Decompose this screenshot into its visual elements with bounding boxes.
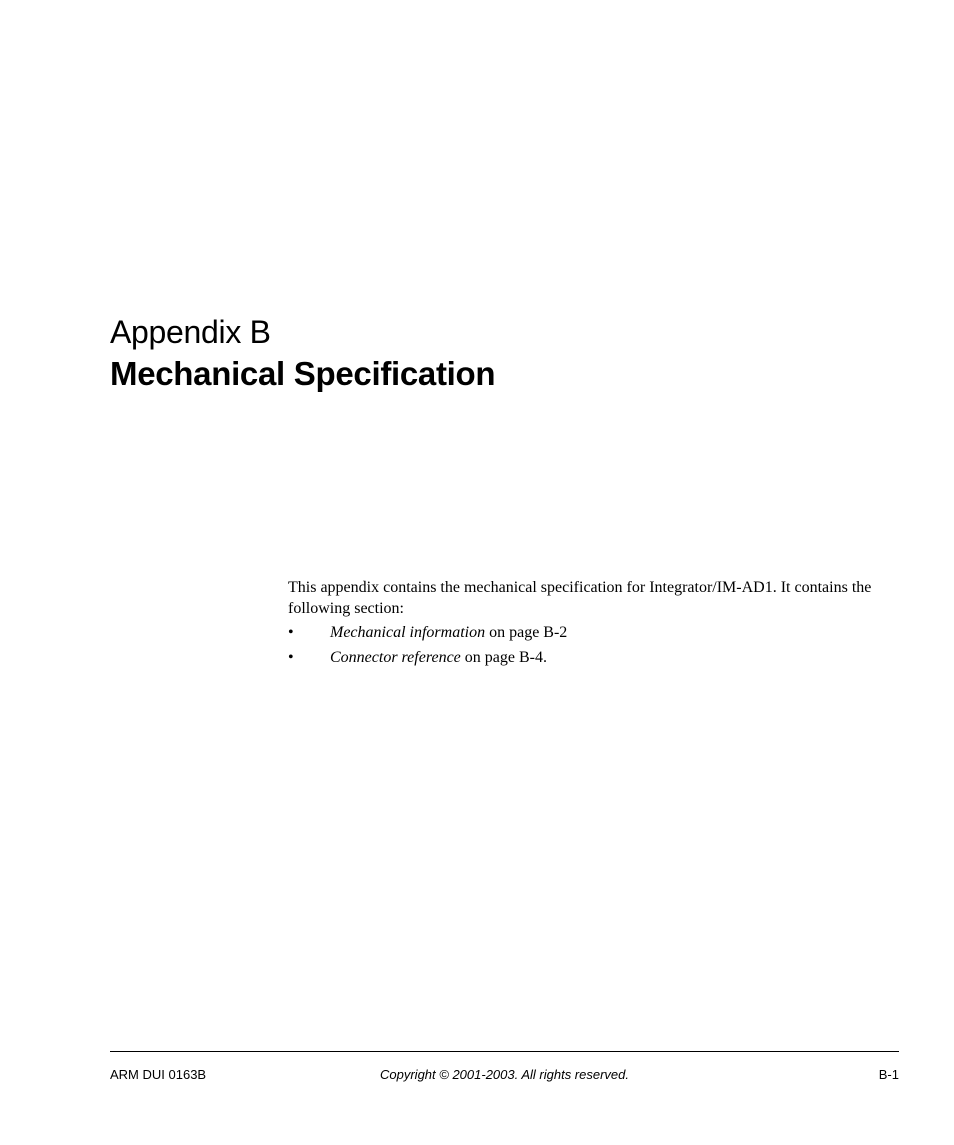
mechanical-information-link[interactable]: Mechanical information bbox=[330, 624, 486, 641]
page-reference: on page B-2 bbox=[485, 624, 568, 641]
intro-paragraph: This appendix contains the mechanical specification for Integrator/IM-AD1. It contains the following section: bbox=[288, 579, 872, 617]
page-number: B-1 bbox=[878, 1067, 899, 1082]
section-list bbox=[288, 622, 904, 672]
copyright-notice: Copyright © 2001-2003. All rights reserved. bbox=[380, 1067, 629, 1082]
chapter-heading bbox=[110, 312, 495, 396]
bullet-icon: • bbox=[288, 624, 294, 641]
footer-divider bbox=[110, 1051, 899, 1052]
list-item bbox=[288, 622, 904, 647]
appendix-title: Mechanical Specification bbox=[110, 355, 496, 392]
connector-reference-link[interactable]: Connector reference bbox=[330, 649, 461, 666]
document-id: ARM DUI 0163B bbox=[110, 1067, 207, 1082]
page-footer bbox=[110, 1066, 899, 1084]
appendix-label: Appendix B bbox=[110, 314, 271, 350]
page-reference: on page B-4. bbox=[460, 649, 547, 666]
body-text bbox=[288, 577, 904, 672]
list-item bbox=[288, 647, 904, 672]
bullet-icon: • bbox=[288, 649, 294, 666]
